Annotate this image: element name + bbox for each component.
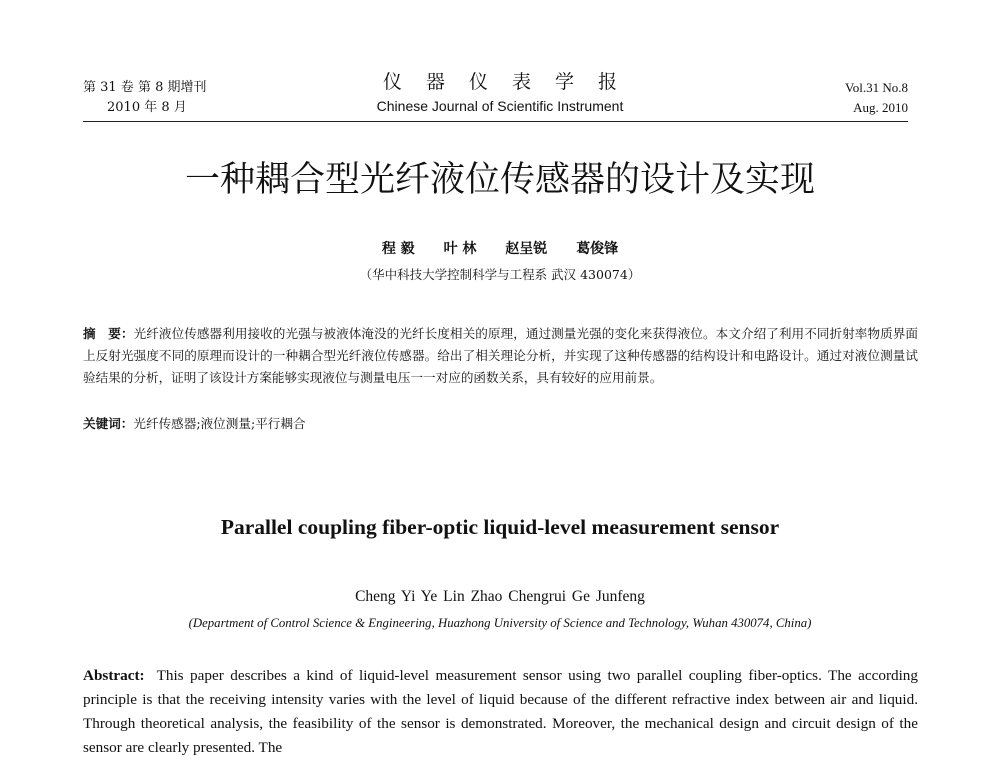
date-en: Aug. 2010	[853, 100, 908, 115]
volume-issue-en: Vol.31 No.8	[845, 80, 908, 95]
abstract-label-cn: 摘 要：	[83, 326, 134, 341]
abstract-text-cn: 光纤液位传感器利用接收的光强与被液体淹没的光纤长度相关的原理，通过测量光强的变化来获得液位。本文介绍了利用不同折射率物质界面上反射光强度不同的原理而设计的一种耦合型光纤液位传感器。给出了相关理论分析，并实现了这种传感器的结构设计和电路设计。通过对液位测量试验结果的分析，证明了该设计方案能够实现液位与测量电压一一对应的函数关系，具有较好的应用前景。	[83, 326, 919, 385]
journal-name-cn: 仪器仪表学报	[382, 71, 641, 93]
journal-name-en: Chinese Journal of Scientific Instrument	[376, 98, 624, 114]
affiliation-en: (Department of Control Science & Engineering, Huazhong University of Science and Technology, Wuhan 430074, China)	[188, 616, 812, 630]
author-cn: 叶 林	[443, 241, 477, 257]
journal-name	[300, 70, 700, 116]
header-rule	[83, 121, 908, 122]
affiliation-cn: （华中科技大学控制科学与工程系 武汉 430074）	[359, 267, 641, 282]
abstract-cn	[83, 323, 918, 389]
keywords-cn	[83, 413, 918, 435]
authors-en: Cheng Yi Ye Lin Zhao Chengrui Ge Junfeng	[355, 588, 645, 605]
author-cn: 葛俊锋	[576, 241, 619, 257]
date-cn: 2010 年 8 月	[107, 100, 187, 115]
header-volume-en	[845, 78, 908, 118]
title-cn: 一种耦合型光纤液位传感器的设计及实现	[184, 160, 815, 200]
title-en: Parallel coupling fiber-optic liquid-level measurement sensor	[220, 515, 780, 539]
abstract-en	[83, 664, 918, 760]
header-volume-cn	[83, 78, 206, 118]
abstract-label-en: Abstract:	[83, 667, 145, 684]
abstract-text-en: This paper describes a kind of liquid-level measurement sensor using two parallel coupling fiber-optics. The according principle is that the receiving intensity varies with the level of liquid because of the different refractive index between air and liquid. Through theoretical analysis, the feasibility of the sensor is demonstrated. Moreover, the mechanical design and circuit design of the sensor are clearly presented. The	[83, 667, 918, 756]
keywords-text-cn: 光纤传感器;液位测量;平行耦合	[133, 416, 306, 431]
author-cn: 赵呈锐	[505, 241, 548, 257]
keywords-label-cn: 关键词：	[83, 416, 134, 431]
authors-cn	[0, 238, 1000, 258]
author-cn: 程 毅	[381, 241, 415, 257]
volume-issue-cn: 第 31 卷 第 8 期增刊	[83, 80, 207, 95]
